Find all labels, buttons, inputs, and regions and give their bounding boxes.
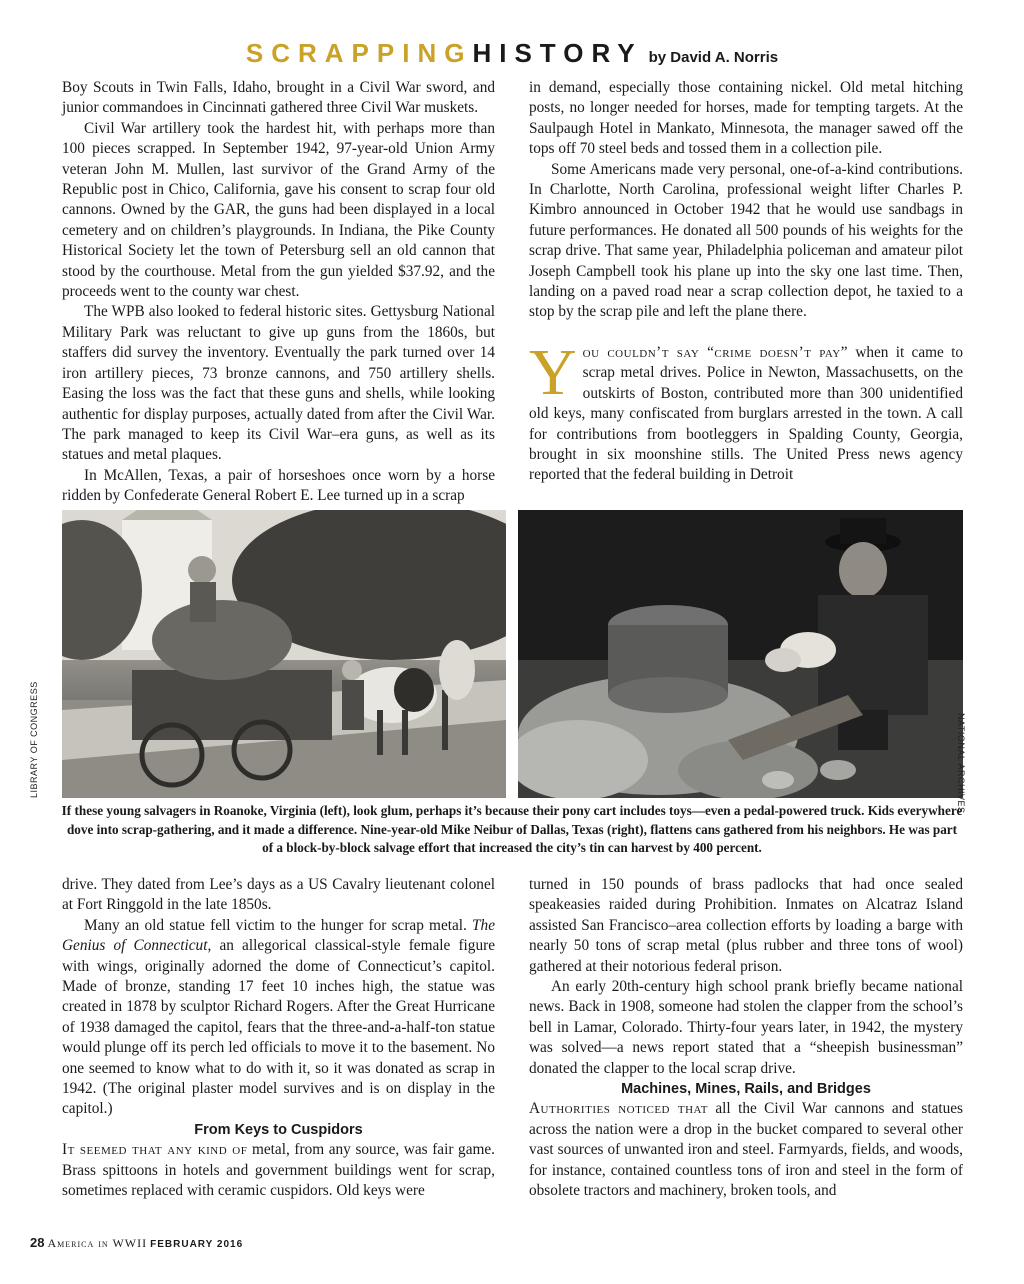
byline: by David A. Norris [648,49,779,66]
page-folio [30,1235,243,1251]
photo-credit-left: LIBRARY OF CONGRESS [29,681,39,798]
paragraph: It seemed that any kind of metal, from any source, was fair game. Brass spittoons in hotels and government buildings went for scrap, sometimes replaced with ceramic cuspidors. Old keys were [62,1141,495,1200]
section-title-black: HISTORY [472,38,643,68]
paragraph: Some Americans made very personal, one-of-a-kind contributions. In Charlotte, North Carolina, professional weight lifter Charles P. Kimbro announced in October 1942 that he would use sandbags in future performances. He donated all 500 pounds of his weights for the scrap drive. That same year, Philadelphia policeman and amateur pilot Joseph Campbell took his plane up into the sky one last time. Then, landing on a paved road near a scrap collection depot, he taxied to a stop by the scrap pile and left the plane there. [529,160,963,321]
paragraph: An early 20th-century high school prank briefly became national news. Back in 1908, someone had stolen the clapper from the school’s bell in Lamar, Colorado. Thirty-four years later, in 1942, the mystery was solved—a news report stated that a “sheepish businessman” donated the clapper to the local scrap drive. [529,978,963,1077]
paragraph-dropcap [529,335,963,486]
subhead: From Keys to Cuspidors [194,1121,363,1138]
page-number: 28 [30,1235,45,1250]
paragraph: Boy Scouts in Twin Falls, Idaho, brought in a Civil War sword, and junior commandoes in Cincinnati gathered three Civil War muskets. [62,79,495,117]
photo-credit-right: NATIONAL ARCHIVES [956,713,966,814]
paragraph: The WPB also looked to federal historic sites. Gettysburg National Military Park was reluctant to give up guns from the 1860s, but staffers did survey the inventory. Eventually the park turned over 14 iron artillery pieces, 73 bronze cannons, and 750 artillery shells. Easing the loss was the fact that these guns and shells, while looking authentic for display purposes, actually dated from after the Civil War. The park managed to keep its Civil War–era guns, as well as its statues and metal plaques. [62,303,495,464]
photo-boy-flattening-cans [518,510,963,798]
photo-caption: If these young salvagers in Roanoke, Virginia (left), look glum, perhaps it’s because their pony cart includes toys—even a pedal-powered truck. Kids everywhere dove into scrap-gathering, and it made a difference. Nine-year-old Mike Neibur of Dallas, Texas (right), flattens cans gathered from his neighbors. He was part of a block-by-block salvage effort that increased the city’s tin can harvest by 400 percent. [61,803,963,855]
statue-title: The Genius of Connecticut [62,916,495,955]
page-header [0,38,1024,69]
paragraph: Authorities noticed that all the Civil War cannons and statues across the nation were a drop in the bucket compared to several other vast sources of unwanted iron and steel. Farmyards, fields, and woods, for instance, contained countless tons of iron and steel in the form of obsolete tractors and machinery, broken tools, and [529,1100,964,1200]
drop-cap: Y [529,335,577,409]
lead-in: ou couldn’t say “crime doesn’t pay” [582,343,849,361]
paragraph: drive. They dated from Lee’s days as a US Cavalry lieutenant colonel at Fort Ringgold in the late 1850s. [62,876,495,914]
issue-date: FEBRUARY 2016 [150,1239,244,1250]
paragraph: In McAllen, Texas, a pair of horseshoes once worn by a horse ridden by Confederate General Robert E. Lee turned up in a scrap [62,466,495,505]
section-title-gold: SCRAPPING [245,38,473,68]
lead-in: Authorities noticed that [529,1100,708,1118]
column-left-top [62,78,495,507]
subhead: Machines, Mines, Rails, and Bridges [621,1081,871,1098]
paragraph: Many an old statue fell victim to the hunger for scrap metal. The Genius of Connecticut, an allegorical classical-style female figure with wings, originally adorned the dome of Connecticut’s capitol. Made of bronze, standing 17 feet 10 inches high, the statue was created in 1878 by sculptor Richard Rogers. After the Great Hurricane of 1938 damaged the capitol, fears that the three-and-a-half-ton statue would plunge off its perch led officials to move it to the basement. No one seemed to know what to do with it, so it was donated as scrap in 1942. (The original plaster model survives and is on display in the capitol.) [62,916,495,1118]
paragraph: Civil War artillery took the hardest hit, with perhaps more than 100 pieces scrapped. In September 1942, 97-year-old Union Army veteran John M. Mullen, last survivor of the Grand Army of the Republic post in Chico, California, gave his consent to scrap four old cannons. Owned by the GAR, the guns had been displayed in a local cemetery and on children’s playgrounds. In Indiana, the Pike County Historical Society let the town of Petersburg sell an old cannon that stood by the courthouse. Metal from the gun yielded $37.92, and the proceeds went to the county war chest. [62,119,495,301]
paragraph: in demand, especially those containing nickel. Old metal hitching posts, no longer needed for horses, made for tempting targets. At the Saulpaugh Hotel in Mankato, Minnesota, the manager sawed off the tops off 70 steel beds and tossed them in a collection pile. [529,79,963,158]
magazine-name: America in WWII [47,1236,148,1250]
paragraph-text: when it came to scrap metal drives. Police in Newton, Massachusetts, on the outskirts of Boston, contributed more than 300 unidentified old keys, many confiscated from burglars arrested in the town. A call for contributions from bootleggers in Spalding County, Georgia, brought in six moonshine stills. The United Press news agency reported that the federal building in Detroit [529,343,963,484]
column-right-bottom [529,875,963,1202]
column-right-top [529,78,963,486]
photo-pony-cart [62,510,506,798]
column-left-bottom [62,875,495,1202]
lead-in: It seemed that any kind of [62,1141,248,1159]
paragraph: turned in 150 pounds of brass padlocks that had once sealed speakeasies raided during Prohibition. Inmates on Alcatraz Island assisted San Francisco–area collection efforts by loading a barge with nearly 50 tons of scrap metal (plus rubber and three tons of wool) gathered at their notorious federal prison. [529,876,963,975]
